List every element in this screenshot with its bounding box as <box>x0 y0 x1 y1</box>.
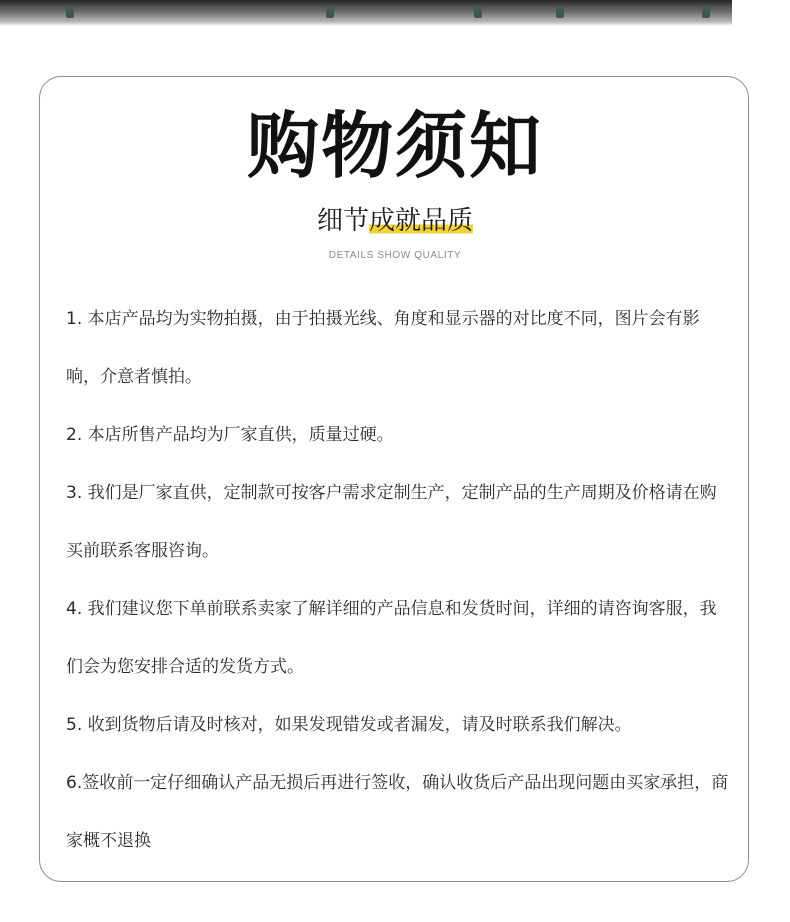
photo-shadow <box>0 0 732 8</box>
subtitle-plain: 细节 <box>316 206 369 236</box>
caster-wheel-icon <box>326 6 334 18</box>
notice-list <box>66 290 730 870</box>
notice-item: 2. 本店所售产品均为厂家直供，质量过硬。 <box>66 425 394 445</box>
caster-wheel-icon <box>556 6 564 18</box>
subtitle-highlight: 成就品质 <box>369 206 474 236</box>
page-title: 购物须知 <box>246 104 543 188</box>
english-caption: DETAILS SHOW QUALITY <box>328 250 462 261</box>
notice-item: 4. 我们建议您下单前联系卖家了解详细的产品信息和发货时间，详细的请咨询客服，我们会为您安排合适的发货方式。 <box>66 599 717 677</box>
caster-wheel-icon <box>474 6 482 18</box>
notice-item: 1. 本店产品均为实物拍摄，由于拍摄光线、角度和显示器的对比度不同，图片会有影响，介意者慎拍。 <box>66 309 700 387</box>
notice-item: 3. 我们是厂家直供，定制款可按客户需求定制生产，定制产品的生产周期及价格请在购买前联系客服咨询。 <box>66 483 717 561</box>
subtitle <box>0 206 790 237</box>
caster-wheel-icon <box>66 6 74 18</box>
caster-wheel-icon <box>702 6 710 18</box>
notice-item: 5. 收到货物后请及时核对，如果发现错发或者漏发，请及时联系我们解决。 <box>66 715 632 735</box>
product-photo-strip <box>0 0 732 26</box>
notice-item: 6.签收前一定仔细确认产品无损后再进行签收，确认收货后产品出现问题由买家承担，商家概不退换 <box>66 773 729 851</box>
